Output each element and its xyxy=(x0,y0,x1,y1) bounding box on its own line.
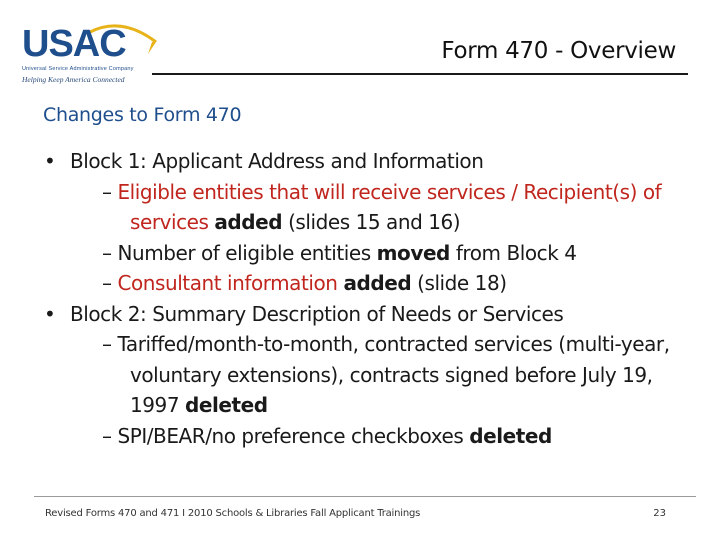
bullet-item xyxy=(44,299,704,330)
dash-icon: – xyxy=(102,332,118,356)
footer-divider xyxy=(34,496,696,497)
bullet-icon: • xyxy=(44,301,56,326)
dash-icon: – xyxy=(102,423,118,448)
sub-bullet-text: Tariffed/month-to-month, contracted services (multi-year, voluntary extensions), contracts signed before July 19, 1997 xyxy=(117,332,670,417)
sub-bullet-bold-text: added xyxy=(214,210,283,234)
sub-bullet-text: SPI/BEAR/no preference checkboxes xyxy=(117,423,464,448)
sub-bullet-tail-text: from Block 4 xyxy=(455,240,577,265)
bullet-item xyxy=(44,146,704,177)
bullet-text: Block 1: Applicant Address and Information xyxy=(70,149,484,173)
dash-icon: – xyxy=(102,240,118,265)
logo-subtitle: Universal Service Administrative Company xyxy=(22,66,134,72)
sub-bullet-text: Number of eligible entities xyxy=(117,240,371,265)
footer-text: Revised Forms 470 and 471 I 2010 Schools & Libraries Fall Applicant Trainings xyxy=(45,508,421,519)
section-subheading: Changes to Form 470 xyxy=(43,104,242,126)
bullet-icon: • xyxy=(44,149,56,173)
sub-bullet-item xyxy=(72,238,704,269)
sub-bullet-bold-text: deleted xyxy=(185,393,268,417)
logo-tagline: Helping Keep America Connected xyxy=(22,75,125,84)
sub-bullet-bold-text: added xyxy=(343,271,412,295)
bullet-text: Block 2: Summary Description of Needs or Services xyxy=(70,301,564,326)
sub-bullet-bold-text: deleted xyxy=(469,423,552,448)
sub-bullet-item xyxy=(72,268,704,299)
logo-text: USAC xyxy=(22,23,126,65)
sub-bullet-tail-text: (slide 18) xyxy=(417,271,507,295)
sub-bullet-red-text: Eligible entities that will receive services / Recipient(s) of services xyxy=(117,179,662,234)
usac-logo xyxy=(22,22,162,84)
sub-bullet-bold-text: moved xyxy=(376,240,450,265)
dash-icon: – xyxy=(102,271,118,295)
page-number: 23 xyxy=(653,508,666,519)
page-title: Form 470 - Overview xyxy=(441,38,676,64)
sub-bullet-item xyxy=(72,177,704,238)
bullet-content xyxy=(44,146,704,451)
dash-icon: – xyxy=(102,179,118,204)
sub-bullet-item xyxy=(72,421,704,452)
title-divider xyxy=(152,73,688,75)
sub-bullet-item xyxy=(72,329,704,421)
sub-bullet-tail-text: (slides 15 and 16) xyxy=(288,210,461,234)
sub-bullet-red-text: Consultant information xyxy=(117,271,338,295)
